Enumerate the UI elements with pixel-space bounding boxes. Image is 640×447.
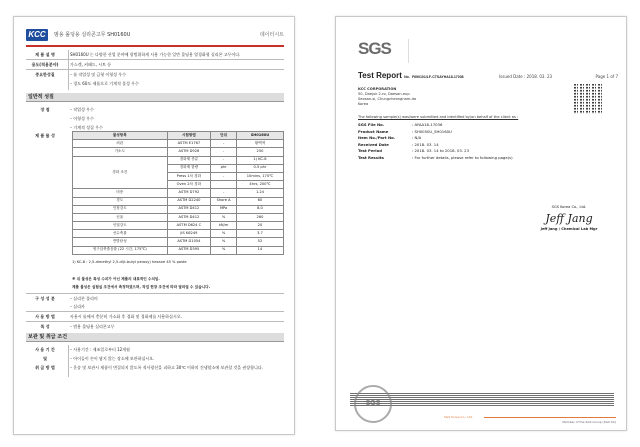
label-divider xyxy=(68,50,69,90)
table-cell: 260 xyxy=(236,213,283,221)
table-cell: 8.0 xyxy=(236,205,283,213)
table-cell: ASTM D412 xyxy=(167,213,211,221)
divider xyxy=(26,69,284,70)
section-storage: 보관 및 취급 조건 xyxy=(26,333,284,342)
table-row xyxy=(73,230,284,238)
client-address: Seosan-si, Chungcheongnam-do xyxy=(358,97,417,101)
table-row xyxy=(73,246,284,254)
field-label: Received Date xyxy=(358,141,389,147)
table-cell: 가소도 xyxy=(73,148,168,156)
table-cell: Oven 2차 경화 xyxy=(167,181,211,189)
footer-member: Member of the SGS Group (SGS SA) xyxy=(562,420,616,424)
col-header: 단위 xyxy=(211,132,237,140)
table-cell: Shore A xyxy=(211,197,237,205)
client-address: Korea xyxy=(358,102,369,106)
table-cell: - xyxy=(211,148,237,156)
issued-date xyxy=(499,74,552,79)
table-cell: - xyxy=(211,156,237,164)
page-indicator: Page 1 of 7 xyxy=(595,74,618,79)
table-cell: 인열강도 xyxy=(73,222,168,230)
table-cell: 60 xyxy=(236,197,283,205)
kcc-logo: KCC xyxy=(26,29,48,41)
table-cell: - xyxy=(211,189,237,197)
kcc-datasheet: KCC 범용 몰딩용 실리콘고무 SH0160U 데이터시트 제 품 설 명 SH0160U 는 다양한 산업 분야에 광범위하게 사용 가능한 일반 몰딩용 열경화형 실리콘 고무이다. 용도(적용분야) 가스켓, 커패드, 시트 등 중요한성질 – 롤 작업성 및 금형 이형성 우수 – 경도 60도 제품으로 기계적 물성 우수 일반적 성질 장 점 – 작업성 우수 – 이형성 우수 – 기계적 성질 우수 제 품 물 성 물성항목 시험방법 단위 SH0160U 외관 ASTM E1767 - 황백색 가소도 ASTM D926 - 250 경화 조건 경화제 종류 - 1) KC-8 경화제 함량 phr 0.5 phr Press 1차 경화 - 10mins, 170℃ Oven 2차 경화 4hrs, 200℃ 비중 ASTM D792 - 1.24 경도 ASTM D2240 Shore A 60 인장강도 ASTM D412 MPa 8.0 신율 ASTM D412 % 260 인열강도 ASTM D624 C kN/m 20 선수축률 JIS K6249 % 3.7 반발탄성 ASTM D1054 % 52 영구압축줄음률 (22 시간, 175℃) ASTM D395 % 14 1) KC-8 : 2,5-dimethyl 2,5-di(t-butyl peroxy) hexane 45 % paste ※ 위 물성은 특성 수치가 아닌 제품의 대표적인 수치임. 제품 물성은 실험실 조건에서 측정하였으며, 작업 현장 조건에 따라 달라질 수 있습니다. 구 성 성 분 – 실리콘 폴리머 – 실리카 사 용 방 법 사용시 롤에서 충분히 가소화 후 경화 및 경화제를 사용하십시오. 특 성 – 범용 몰딩용 실리콘고무 보관 및 취급 조건 사 용 기 간 – 사용기간 : 제조일로부터 12개월 및 – 아이들이 손이 닿지 않는 장소에 보관하십시오. 취 급 방 법 – 운송 및 보관시 제품이 변질되지 않도록 직사광선을 피하고 30℃ 이하의 건냉암소에 보관할 것을 권장합니다. xyxy=(13,16,295,435)
field-value: : For further details, please refer to following page(s) xyxy=(412,154,513,160)
table-cell: 비중 xyxy=(73,189,168,197)
qr-code xyxy=(574,84,604,114)
table-cell: ASTM D2240 xyxy=(167,197,211,205)
table-cell xyxy=(211,181,237,189)
header-divider xyxy=(26,45,284,47)
field-value: : AYAA18-17036 xyxy=(412,122,443,127)
table-cell: ASTM D624 C xyxy=(167,222,211,230)
signature-block xyxy=(534,205,604,231)
col-header: 물성항목 xyxy=(73,132,168,140)
label-divider xyxy=(68,345,69,377)
field-value: : SH0050U_SH0160U xyxy=(412,128,452,134)
divider xyxy=(26,311,284,312)
note-2: 제품 물성은 실험실 조건에서 측정하였으며, 작업 현장 조건에 따라 달라질 수 있습니다. xyxy=(72,285,210,289)
table-cell: 0.5 phr xyxy=(236,164,283,172)
datasheet-title: 범용 몰딩용 실리콘고무 SH0160U xyxy=(54,32,131,38)
table-cell: ASTM D926 xyxy=(167,148,211,156)
footer-line xyxy=(484,417,616,418)
field-label: Test Period xyxy=(358,148,382,153)
signer-name: Jeff Jang / Chemical Lab Mgr xyxy=(540,227,598,231)
report-no: F690101/LF-CTSAYHA18-17036 xyxy=(411,75,464,79)
table-cell: 1) KC-8 xyxy=(236,156,283,164)
client-name: KCC CORPORATION xyxy=(358,87,397,91)
table-cell: MPa xyxy=(211,205,237,213)
table-cell: phr xyxy=(211,164,237,172)
table-cell: 14 xyxy=(236,246,283,254)
divider xyxy=(26,321,284,322)
table-row xyxy=(73,189,284,197)
signer-company: SGS Korea Co., Ltd. xyxy=(551,205,587,209)
table-cell: - xyxy=(211,140,237,148)
table-row xyxy=(73,156,284,164)
table-row xyxy=(73,140,284,148)
table-row xyxy=(73,213,284,221)
sgs-stamp: SGS xyxy=(354,385,392,423)
table-row xyxy=(73,205,284,213)
issued-value: 2018. 03. 23 xyxy=(526,74,553,79)
footnote: 1) KC-8 : 2,5-dimethyl 2,5-di(t-butyl peroxy) hexane 45 % paste xyxy=(72,260,187,264)
divider xyxy=(26,293,284,294)
table-cell: ASTM D1054 xyxy=(167,238,211,246)
col-header: SH0160U xyxy=(236,132,283,140)
table-cell: % xyxy=(211,230,237,238)
doc-type: 데이터시트 xyxy=(259,32,284,38)
table-cell: % xyxy=(211,246,237,254)
table-cell: 250 xyxy=(236,148,283,156)
table-cell: ASTM D395 xyxy=(167,246,211,254)
table-cell: 52 xyxy=(236,238,283,246)
table-cell: 3.7 xyxy=(236,230,283,238)
table-cell: kN/m xyxy=(211,222,237,230)
field-value: : N/A xyxy=(412,135,422,140)
field-label: Test Results xyxy=(358,154,384,160)
table-row xyxy=(73,197,284,205)
field-value: : 2018. 03. 14 to 2018. 03. 23 xyxy=(412,148,470,153)
sgs-test-report xyxy=(335,16,627,431)
report-no-label: No. xyxy=(404,75,410,79)
table-cell: % xyxy=(211,238,237,246)
sgs-logo: SGS xyxy=(358,39,409,63)
table-cell: 경화제 종류 xyxy=(167,156,211,164)
client-address: 50, Daejuk 2-ro, Daesan-eup xyxy=(358,92,410,96)
table-cell: - xyxy=(211,172,237,180)
col-header: 시험방법 xyxy=(167,132,211,140)
table-cell: % xyxy=(211,213,237,221)
signature: Jeff Jang xyxy=(545,212,593,225)
table-row xyxy=(73,238,284,246)
issued-label: Issued Date : xyxy=(499,74,526,79)
note-1: ※ 위 물성은 특성 수치가 아닌 제품의 대표적인 수치임. xyxy=(72,277,160,281)
table-cell: 4hrs, 200℃ xyxy=(236,181,283,189)
field-label: Product Name xyxy=(358,128,389,134)
table-cell: 20 xyxy=(236,222,283,230)
table-row xyxy=(73,222,284,230)
report-title-text: Test Report xyxy=(358,71,402,80)
table-cell: JIS K6249 xyxy=(167,230,211,238)
field-value: : 2018. 03. 14 xyxy=(412,141,439,147)
section-general-properties: 일반적 성질 xyxy=(26,93,284,102)
table-cell: 외관 xyxy=(73,140,168,148)
properties-table xyxy=(72,131,284,255)
footer-company: SGS Korea Co., Ltd. xyxy=(444,415,473,419)
table-cell: 경도 xyxy=(73,197,168,205)
table-cell: ASTM E1767 xyxy=(167,140,211,148)
table-cell: 1.24 xyxy=(236,189,283,197)
table-cell: 선수축률 xyxy=(73,230,168,238)
table-cell: 영구압축줄음률 (22 시간, 175℃) xyxy=(73,246,168,254)
table-cell: 경화제 함량 xyxy=(167,164,211,172)
field-label: Item No./Part No. xyxy=(358,135,396,140)
divider xyxy=(26,59,284,60)
table-cell: Press 1차 경화 xyxy=(167,172,211,180)
table-cell: 황백색 xyxy=(236,140,283,148)
table-cell: 경화 조건 xyxy=(73,156,168,189)
report-title xyxy=(358,71,464,80)
table-row xyxy=(73,148,284,156)
table-cell: 반발탄성 xyxy=(73,238,168,246)
table-cell: 신율 xyxy=(73,213,168,221)
table-cell: ASTM D412 xyxy=(167,205,211,213)
field-label: SGS File No. xyxy=(358,122,385,127)
intro-text: The following sample(s) was/were submitted and identified by/on behalf of the client as : xyxy=(358,115,519,119)
table-cell: 10mins, 170℃ xyxy=(236,172,283,180)
table-cell: 인장강도 xyxy=(73,205,168,213)
table-cell: ASTM D792 xyxy=(167,189,211,197)
